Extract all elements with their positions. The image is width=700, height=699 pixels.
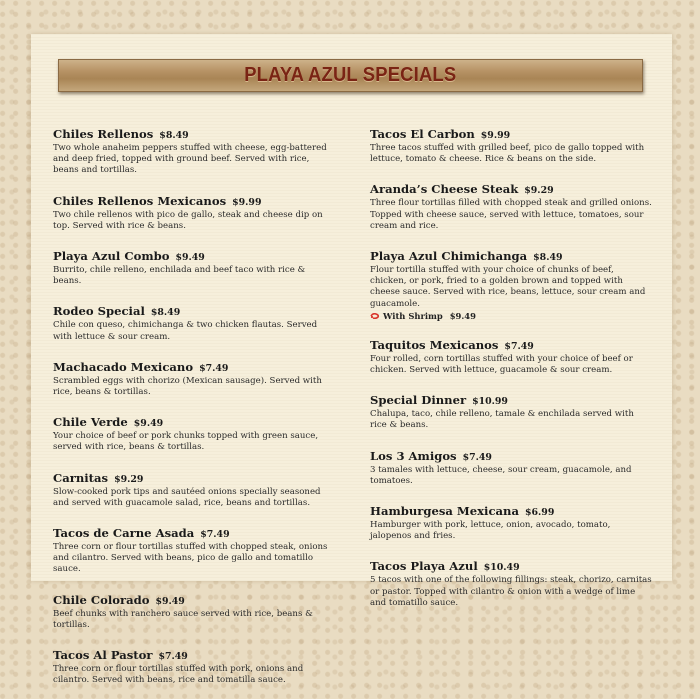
item-name: Aranda’s Cheese Steak [370,182,519,197]
item-name: Los 3 Amigos [370,448,457,463]
item-price: $9.49 [133,418,164,430]
menu-item [53,411,335,453]
item-name: Hamburgesa Mexicana [370,504,519,519]
item-description: Three tacos stuffed with grilled beef, pico de gallo topped with lettuce, tomato & cheese. Rice & beans on the side. [370,143,645,165]
menu-item [370,445,652,487]
menu-item [53,467,335,509]
menu-item [53,589,335,631]
item-price: $8.49 [533,252,563,264]
item-description: Three flour tortillas filled with chopped steak and grilled onions. Topped with cheese sauce, served with lettuce, tomatoes, sour cream and rice. [370,198,652,231]
item-name: Chile Verde [53,415,128,430]
shrimp-icon [370,313,380,319]
item-price: $10.49 [483,562,520,574]
item-description: Flour tortilla stuffed with your choice of chunks of beef, chicken, or pork, fried to a golden brown and topped with cheese sauce. Served with rice, beans, lettuce, sour cream and guacamole. [370,265,646,309]
shrimp-option [370,311,652,321]
item-price: $7.49 [158,651,188,663]
menu-item [370,178,652,232]
item-price: $8.49 [159,130,189,141]
menu-item [53,190,335,232]
item-price: $8.49 [150,307,181,319]
menu-item [53,245,335,287]
item-price: $9.29 [114,473,144,485]
item-name: Chiles Rellenos Mexicanos [53,193,227,208]
menu-item [370,389,652,431]
item-price: $6.99 [524,507,555,519]
item-price: $9.29 [524,185,554,197]
menu-item [53,522,335,576]
item-description: Slow-cooked pork tips and sautéed onions specially seasoned and served with guacamole salad, rice, beans and tortillas. [53,486,321,508]
item-name: Special Dinner [370,393,467,408]
item-name: Rodeo Special [53,304,145,319]
item-price: $9.99 [232,196,262,208]
item-name: Chiles Rellenos [53,127,154,141]
item-description: Two chile rellenos with pico de gallo, steak and cheese dip on top. Served with rice & beans. [53,209,323,231]
item-name: Tacos Al Pastor [53,648,153,663]
item-name: Machacado Mexicano [53,359,194,374]
item-description: 5 tacos with one of the following fillings: steak, chorizo, carnitas or pastor. Topped with cilantro & onion with a wedge of lime and tomatillo sauce. [370,575,652,608]
menu-item [370,334,652,376]
menu-item [370,500,652,542]
item-description: 3 tamales with lettuce, cheese, sour cream, guacamole, and tomatoes. [370,464,632,486]
item-price: $9.49 [155,595,185,607]
item-description: Burrito, chile relleno, enchilada and beef taco with rice & beans. [53,265,306,287]
menu-item [53,300,335,342]
item-description: Hamburger with pork, lettuce, onion, avocado, tomato, jalopenos and fries. [370,520,611,542]
item-name: Playa Azul Combo [53,249,170,264]
item-description: Beef chunks with ranchero sauce served with rice, beans & tortillas. [53,608,313,630]
menu-item [370,123,652,165]
item-name: Taquitos Mexicanos [370,337,499,352]
item-name: Tacos El Carbon [370,127,475,141]
menu-item [53,644,335,686]
title-banner [58,59,643,92]
item-name: Tacos Playa Azul [370,559,478,574]
item-name: Playa Azul Chimichanga [370,249,528,264]
item-description: Your choice of beef or pork chunks topped with green sauce, served with rice, beans & tortillas. [53,431,319,453]
item-description: Chalupa, taco, chile relleno, tamale & enchilada served with rice & beans. [370,409,634,431]
item-description: Two whole anaheim peppers stuffed with cheese, egg-battered and deep fried, topped with ground beef. Served with rice, beans and tortillas. [53,143,327,176]
item-description: Four rolled, corn tortillas stuffed with your choice of beef or chicken. Served with lettuce, guacamole & sour cream. [370,353,633,376]
item-price: $10.99 [472,396,508,408]
menu-item [370,555,652,609]
item-description: Chile con queso, chimichanga & two chicken flautas. Served with lettuce & sour cream. [53,320,318,342]
item-name: Tacos de Carne Asada [53,526,195,541]
menu-item [53,356,335,398]
item-price: $9.49 [175,252,205,264]
item-price: $7.49 [200,529,230,541]
page-title: PLAYA AZUL SPECIALS [244,64,457,86]
item-price: $7.49 [199,362,229,374]
right-column [370,123,652,622]
item-price: $9.99 [480,130,511,141]
item-description: Three corn or flour tortillas stuffed with pork, onions and cilantro. Served with beans, rice and tomatilla sauce. [53,664,304,686]
item-description: Scrambled eggs with chorizo (Mexican sausage). Served with rice, beans & tortillas. [53,375,322,398]
menu-item [53,123,335,177]
left-column [53,123,335,699]
menu-item [370,245,652,321]
item-name: Carnitas [53,470,109,485]
item-price: $7.49 [504,340,534,352]
shrimp-label: With Shrimp [383,310,443,321]
item-price: $7.49 [462,451,492,463]
item-description: Three corn or flour tortillas stuffed with chopped steak, onions and cilantro. Served with beans, pico de gallo and tomatillo sauce. [53,542,328,575]
shrimp-price: $9.49 [449,310,476,321]
item-name: Chile Colorado [53,592,150,607]
